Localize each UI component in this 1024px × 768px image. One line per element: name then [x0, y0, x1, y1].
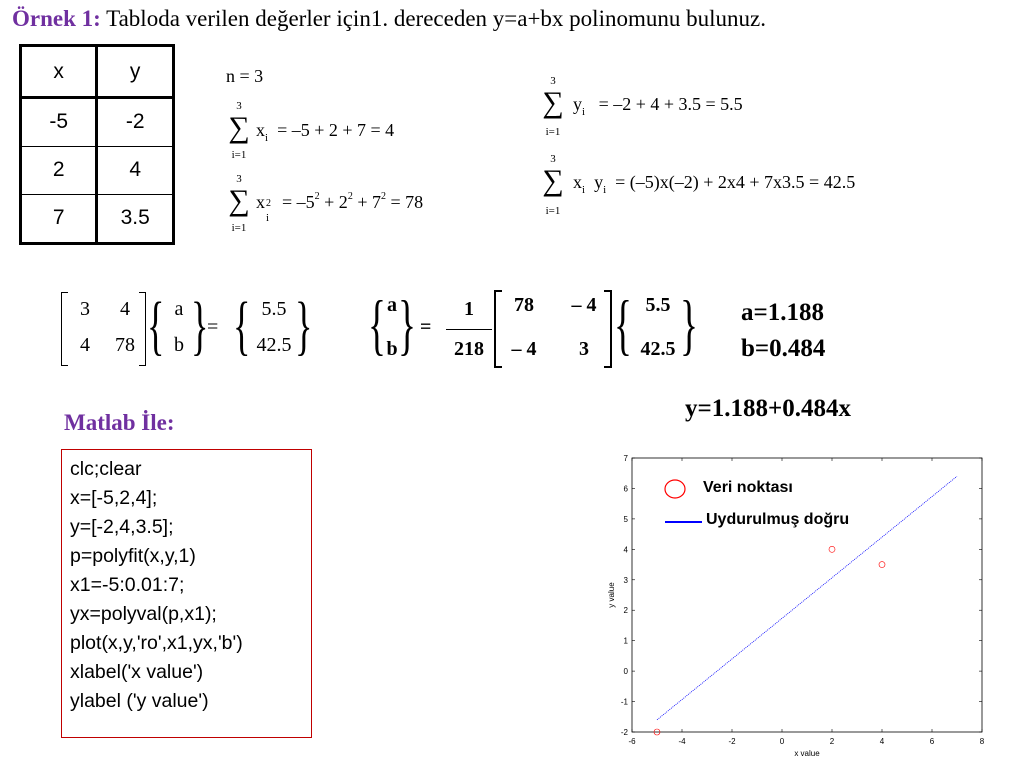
brace-right: } — [398, 286, 416, 362]
normal-equations-system — [55, 290, 325, 370]
example-label: Örnek 1: — [12, 6, 101, 31]
sum-y-expression: $y_i$ = –2 + 4 + 3.5 = 5.5 — [573, 94, 743, 118]
legend-label-points: Veri noktası — [703, 479, 793, 496]
brace-left: { — [147, 289, 165, 362]
fit-plot — [590, 450, 1000, 762]
code-line: ylabel ('y value') — [70, 690, 209, 712]
y-tick-label: -1 — [620, 697, 628, 707]
header-x: x — [21, 46, 97, 98]
sum-upper-limit: 3 — [236, 173, 242, 185]
code-line: y=[-2,4,3.5]; — [70, 516, 174, 538]
table-cell: 2 — [21, 146, 97, 195]
fraction-denominator: 218 — [454, 338, 484, 360]
x-tick-label: 4 — [879, 737, 885, 746]
legend-label-line: Uydurulmuş doğru — [706, 511, 850, 528]
rhs-value: 5.5 — [645, 294, 671, 316]
matrix-cell: 78 — [115, 334, 135, 356]
equals-sign: = — [207, 316, 219, 338]
result-b: b=0.484 — [741, 335, 826, 362]
code-line: x1=-5:0.01:7; — [70, 574, 185, 596]
y-tick-label: 2 — [623, 606, 628, 616]
sum-x2-expression: x 2 i = $-5^2 + 2^2 + 7^2 = 78$ — [256, 191, 424, 224]
table-cell: -2 — [97, 98, 174, 147]
table-row — [21, 146, 174, 195]
table-header-row — [21, 46, 174, 98]
matrix-cell: 4 — [120, 298, 130, 320]
slide-title — [12, 6, 766, 32]
fraction-numerator: 1 — [464, 298, 474, 320]
matrix-cell: – 4 — [511, 338, 537, 360]
y-axis-label: y value — [607, 582, 616, 608]
code-line: clc;clear — [70, 458, 142, 480]
x-tick-label: -6 — [628, 737, 636, 746]
table-cell: 4 — [97, 146, 174, 195]
matrix-bracket-right — [604, 290, 612, 368]
brace-left: { — [368, 286, 386, 362]
matlab-label: Matlab İle: — [64, 410, 175, 435]
table-cell: -5 — [21, 98, 97, 147]
header-y: y — [97, 46, 174, 98]
table-row — [21, 98, 174, 147]
rhs-value: 42.5 — [256, 334, 292, 356]
sigma-symbol: ∑ — [228, 111, 250, 144]
brace-right: } — [680, 286, 698, 362]
sum-x-expression: $x_i = -5 + 2 + 7 = 4$ — [256, 120, 395, 144]
brace-right: } — [191, 289, 209, 362]
code-line: p=polyfit(x,y,1) — [70, 545, 196, 567]
y-tick-label: 0 — [623, 667, 628, 677]
solution-system — [368, 288, 708, 372]
sigma-symbol: ∑ — [542, 164, 564, 197]
sigma-symbol: ∑ — [228, 184, 250, 217]
x-tick-label: 8 — [979, 737, 985, 746]
result-a: a=1.188 — [741, 299, 824, 326]
brace-left: { — [233, 289, 251, 362]
sum-upper-limit: 3 — [550, 153, 556, 165]
sum-upper-limit: 3 — [236, 100, 242, 112]
brace-left: { — [614, 286, 632, 362]
x-tick-label: -2 — [728, 737, 736, 746]
y-tick-label: 6 — [623, 484, 628, 494]
y-tick-label: 4 — [623, 545, 628, 555]
matrix-cell: 78 — [514, 294, 534, 316]
matrix-cell: 3 — [579, 338, 589, 360]
sum-lower-limit: i=1 — [545, 126, 561, 138]
sum-lower-limit: i=1 — [231, 222, 247, 234]
fraction-bar — [446, 329, 492, 330]
matlab-code-box — [61, 449, 312, 738]
table-row — [21, 195, 174, 244]
data-table — [19, 44, 175, 245]
x-tick-label: 0 — [779, 737, 785, 746]
n-equation: n = 3 — [226, 66, 264, 86]
x-tick-label: -4 — [678, 737, 686, 746]
unknown-b: b — [174, 334, 184, 356]
y-tick-label: 1 — [623, 636, 628, 646]
sum-lower-limit: i=1 — [545, 205, 561, 217]
rhs-value: 5.5 — [261, 298, 287, 320]
x-tick-label: 6 — [929, 737, 935, 746]
matrix-cell: 3 — [80, 298, 90, 320]
y-tick-label: 3 — [623, 575, 628, 585]
unknown-a: a — [387, 294, 397, 316]
table-cell: 3.5 — [97, 195, 174, 244]
title-text: Tabloda verilen değerler için1. dereceden y=a+bx polinomunu bulunuz. — [100, 6, 766, 31]
y-tick-label: 7 — [623, 454, 628, 463]
x-axis-label: x value — [794, 749, 820, 758]
sum-xy-expression: $x_i$ $y_i = (-5)x(-2) + 2x4 + 7x3.5 = 42.5$ — [573, 172, 856, 196]
matrix-cell: – 4 — [571, 294, 597, 316]
rhs-value: 42.5 — [640, 338, 676, 360]
fitted-equation: y=1.188+0.484x — [685, 395, 851, 422]
brace-right: } — [295, 289, 313, 362]
equals-sign: = — [420, 316, 432, 338]
code-line: xlabel('x value') — [70, 661, 204, 683]
unknown-b: b — [386, 338, 398, 360]
matrix-cell: 4 — [80, 334, 90, 356]
x-tick-label: 2 — [829, 737, 835, 746]
sum-upper-limit: 3 — [550, 75, 556, 87]
sigma-symbol: ∑ — [542, 86, 564, 119]
table-cell: 7 — [21, 195, 97, 244]
matrix-bracket-right — [139, 292, 146, 366]
y-tick-label: -2 — [620, 728, 628, 737]
y-tick-label: 5 — [623, 514, 628, 524]
code-line: yx=polyval(p,x1); — [70, 603, 217, 625]
unknown-a: a — [174, 298, 184, 320]
sum-lower-limit: i=1 — [231, 149, 247, 161]
code-line: plot(x,y,'ro',x1,yx,'b') — [70, 632, 243, 654]
code-line: x=[-5,2,4]; — [70, 487, 158, 509]
